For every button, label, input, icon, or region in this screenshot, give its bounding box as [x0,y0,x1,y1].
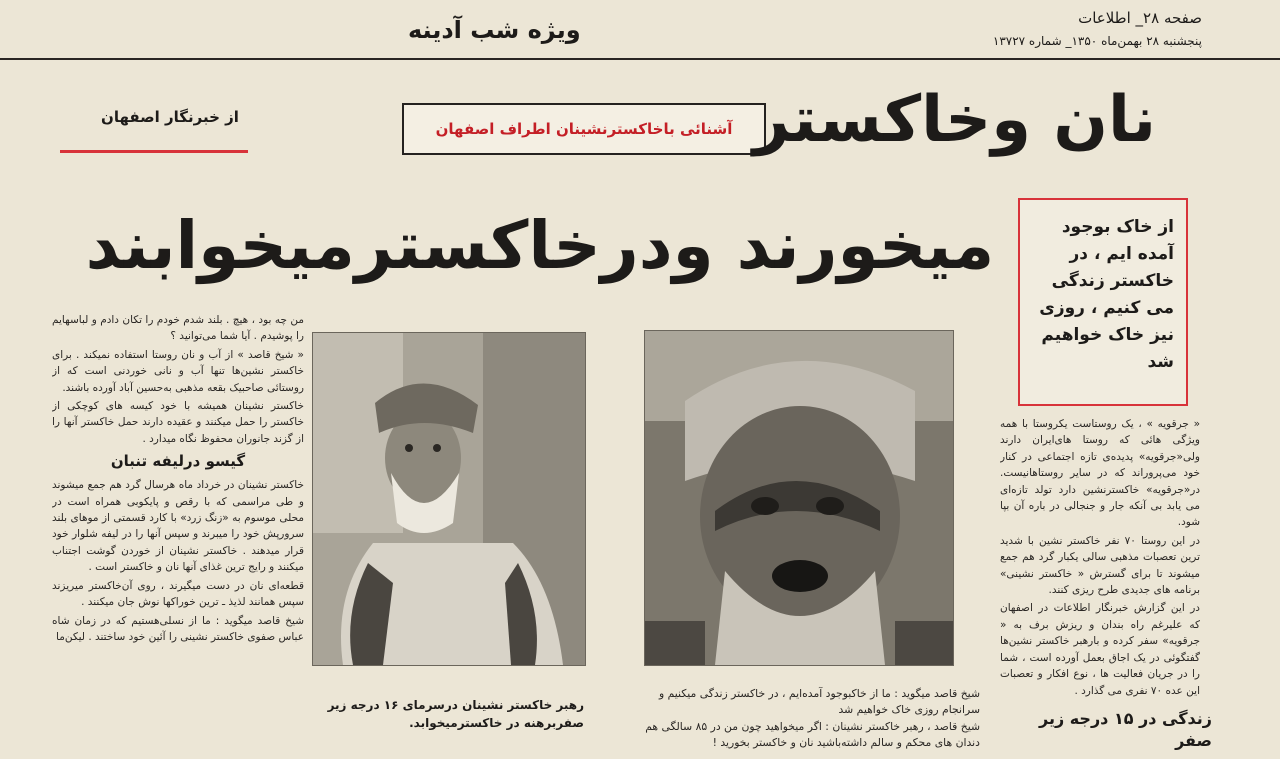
left-paragraph: قطعه‌ای نان در دست میگیرند ، روی آن‌خاکستر میریزند سپس همانند لذیذ ـ ترین خوراکها نوش جان میکنند . [52,579,304,609]
special-section-title: ویژه شب آدینه [408,16,581,44]
right-paragraph: « جرقویه » ، یک روستاست یکروستا با همه ویژگی هائی که روستا های‌ایران دارند ولی‌«جرقویه» پدیده‌ی تازه اجتماعی در کنار خود می‌پروراند که در سایر روستاهانیست. در«جرقویه» خاکسترنشین دارد تولد تازه‌ای می یابد بی آنکه جار و جنجالی در باره آن بپا شود. [1000,418,1200,529]
caption-quote: شیخ قاصد ، رهبر خاکستر نشینان : اگر میخواهید چون من در ۸۵ سالگی هم دندان های محکم و سالم داشته‌باشید نان و خاکستر بخورید ! [645,719,980,750]
photo-ash-dweller-leader [312,332,586,666]
right-subheading: زندگی در ۱۵ درجه زیر صفر [1038,709,1212,750]
left-paragraph: « شیخ قاصد » از آب و نان روستا استفاده نمیکند . برای خاکستر نشین‌ها تنها آب و نانی خوردنی است که از روستائی صاحبیک بقعه مذهبی به‌حسین آباد آورده باشند. [52,348,304,394]
reporter-byline: از خبرنگار اصفهان [101,108,239,126]
left-subheading: گیسو درلیفه تنبان [110,452,246,471]
right-paragraph: در این گزارش خبرنگار اطلاعات در اصفهان که علیرغم راه بندان و ریزش برف به « جرقویه» سفر کرده و بارهبر خاکستر نشین‌ها گفتگوئی در یک اجاق بعمل آورده است ، شما را در جریان فعالیت ها ، نوع افکار و تعصبات این عده ۷۰ نفری می گذارد . [1000,602,1200,697]
left-paragraph: خاکستر نشینان در خرداد ماه هرسال گرد هم جمع میشوند و طی مراسمی که با رقص و پایکوبی همراه است در محلی موسوم به «زنگ زرد» با کارد قسمتی از موهای بلند سرورپش خود را میبرند و سپس آنها را در لیفه شلوار خود قرار میدهند . خاکستر نشینان از خوردن گوشت اجتناب میکنند و رایج ترین غذای آنها نان و خاکستر است . [52,479,304,574]
kicker-box [402,103,766,155]
caption-quote: شیخ قاصد میگوید : ما از خاکبوجود آمده‌ایم ، در خاکستر زندگی میکنیم و سرانجام روزی خاک خواهیم شد [658,687,980,717]
byline-red-rule [60,150,248,153]
photo-sheikh-ghased-image [645,331,953,665]
headline-main: نان وخاکستر [752,83,1156,157]
right-text-column [1000,416,1200,706]
pull-quote-text: از خاک بوجود آمده ایم ، در خاکستر زندگی می کنیم ، روزی نیز خاک خواهیم شد [1039,217,1174,372]
photo-sheikh-ghased [644,330,954,666]
kicker-text: آشنائی باخاکسترنشینان اطراف اصفهان [435,120,733,138]
page-number-line: صفحه ۲۸_ اطلاعات [1078,9,1202,27]
headline-sub: میخورند ودرخاکسترمیخوابند [85,207,995,284]
pull-quote-box [1018,198,1188,406]
left-paragraph: خاکستر نشینان همیشه با خود کیسه های کوچکی از خاکستر را حمل میکنند و عقیده دارند حمل خاکستر آنها را از گزند جانوران محفوظ نگاه میدارد . [52,400,304,445]
caption-right-photo [620,686,980,752]
issue-date-line: پنجشنبه ۲۸ بهمن‌ماه ۱۳۵۰_ شماره ۱۳۷۲۷ [992,34,1202,48]
left-paragraph: من چه بود ، هیچ . بلند شدم خودم را تکان دادم و لباسهایم را پوشیدم . آیا شما می‌توانید ؟ [52,314,304,343]
page-masthead [993,8,1202,50]
left-paragraph: شیخ قاصد میگوید : ما از نسلی‌هستیم که در زمان شاه عباس صفوی خاکستر نشینی را آئین خود ساختند . لیکن‌ما [52,614,304,643]
masthead-divider [0,58,1280,60]
right-paragraph: در این روستا ۷۰ نفر خاکستر نشین با شدید ترین تعصبات مذهبی سالی یکبار گرد هم جمع میشوند تا برای گسترش « خاکستر نشینی» برنامه های جدیدی طرح ریزی کنند. [1000,534,1200,597]
left-text-column [52,312,304,754]
photo-ash-dweller-leader-image [313,333,585,665]
caption-left-photo: رهبر خاکستر نشینان درسرمای ۱۶ درجه زیر صفربرهنه در خاکسترمیخوابد. [327,698,584,730]
